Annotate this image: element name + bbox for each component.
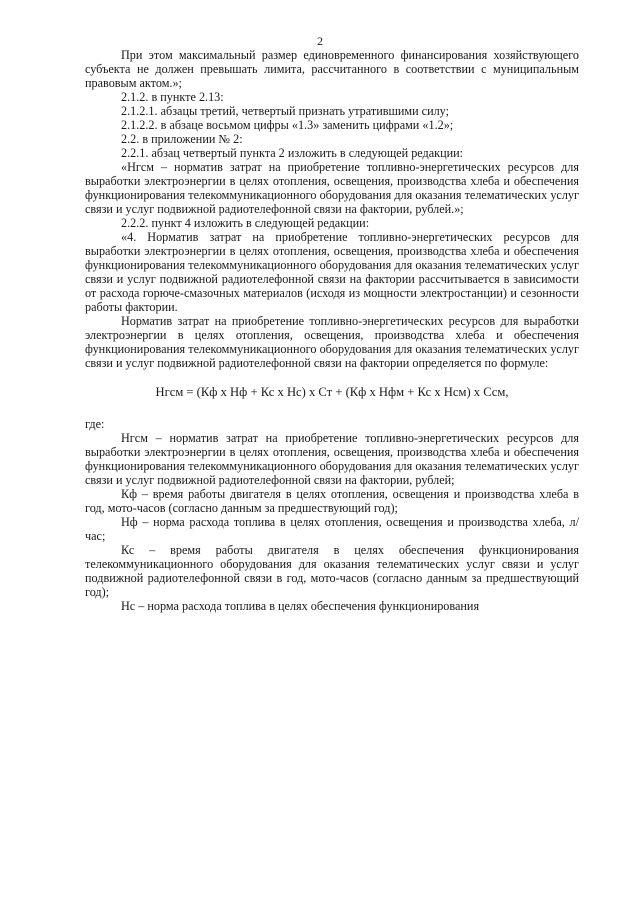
document-body [85,48,579,613]
definition-ks: Кс – время работы двигателя в целях обеспечения функционирования телекоммуникационного оборудования для оказания телематических услуг связи и услуг подвижной радиотелефонной связи в год, мото-часов (согласно данным за предшествующий год); [85,543,579,599]
paragraph-item-4: «4. Норматив затрат на приобретение топливно-энергетических ресурсов для выработки электроэнергии в целях отопления, освещения, производства хлеба и обеспечения функционирования телекоммуникационного оборудования для оказания телематических услуг связи и услуг подвижной радиотелефонной связи на фактории рассчитывается в зависимости от расхода горюче-смазочных материалов (исходя из мощности электростанции) и сезонности работы фактории. [85,230,579,314]
definition-ns: Нс – норма расхода топлива в целях обеспечения функционирования [121,599,480,613]
formula: Нгсм = (Кф х Нф + Кс х Нс) х Ст + (Кф х Нфм + Кс х Нсм) х Ссм, [155,385,509,399]
paragraph-2-2: 2.2. в приложении № 2: [121,132,243,146]
paragraph-2-1-2: 2.1.2. в пункте 2.13: [121,90,224,104]
paragraph-2-2-2: 2.2.2. пункт 4 изложить в следующей редакции: [121,216,370,230]
paragraph-2-1-2-2: 2.1.2.2. в абзаце восьмом цифры «1.3» заменить цифрами «1.2»; [121,118,454,132]
paragraph-ngsm-definition-quote: «Нгсм – норматив затрат на приобретение топливно-энергетических ресурсов для выработки электроэнергии в целях отопления, освещения, производства хлеба и обеспечения функционирования телекоммуникационного оборудования для оказания телематических услуг связи и услуг подвижной радиотелефонной связи на фактории, рублей.»; [85,160,579,216]
paragraph-norm-formula-intro: Норматив затрат на приобретение топливно-энергетических ресурсов для выработки электроэнергии в целях отопления, освещения, производства хлеба и обеспечения функционирования телекоммуникационного оборудования для оказания телематических услуг связи и услуг подвижной радиотелефонной связи на фактории определяется по формуле: [85,314,579,370]
paragraph-2-2-1: 2.2.1. абзац четвертый пункта 2 изложить в следующей редакции: [121,146,464,160]
page-number: 2 [317,34,323,48]
definition-nf: Нф – норма расхода топлива в целях отопления, освещения и производства хлеба, л/час; [85,515,579,543]
where-label: где: [85,417,105,431]
definition-ngsm: Нгсм – норматив затрат на приобретение топливно-энергетических ресурсов для выработки электроэнергии в целях отопления, освещения, производства хлеба и обеспечения функционирования телекоммуникационного оборудования для оказания телематических услуг связи и услуг подвижной радиотелефонной связи на фактории, рублей; [85,431,579,487]
definition-kf: Кф – время работы двигателя в целях отопления, освещения и производства хлеба в год, мото-часов (согласно данным за предшествующий год); [85,487,579,515]
paragraph-2-1-2-1: 2.1.2.1. абзацы третий, четвертый признать утратившими силу; [121,104,449,118]
paragraph-funding-limit: При этом максимальный размер единовременного финансирования хозяйствующего субъекта не должен превышать лимита, рассчитанного в соответствии с муниципальным правовым актом.»; [85,48,579,90]
